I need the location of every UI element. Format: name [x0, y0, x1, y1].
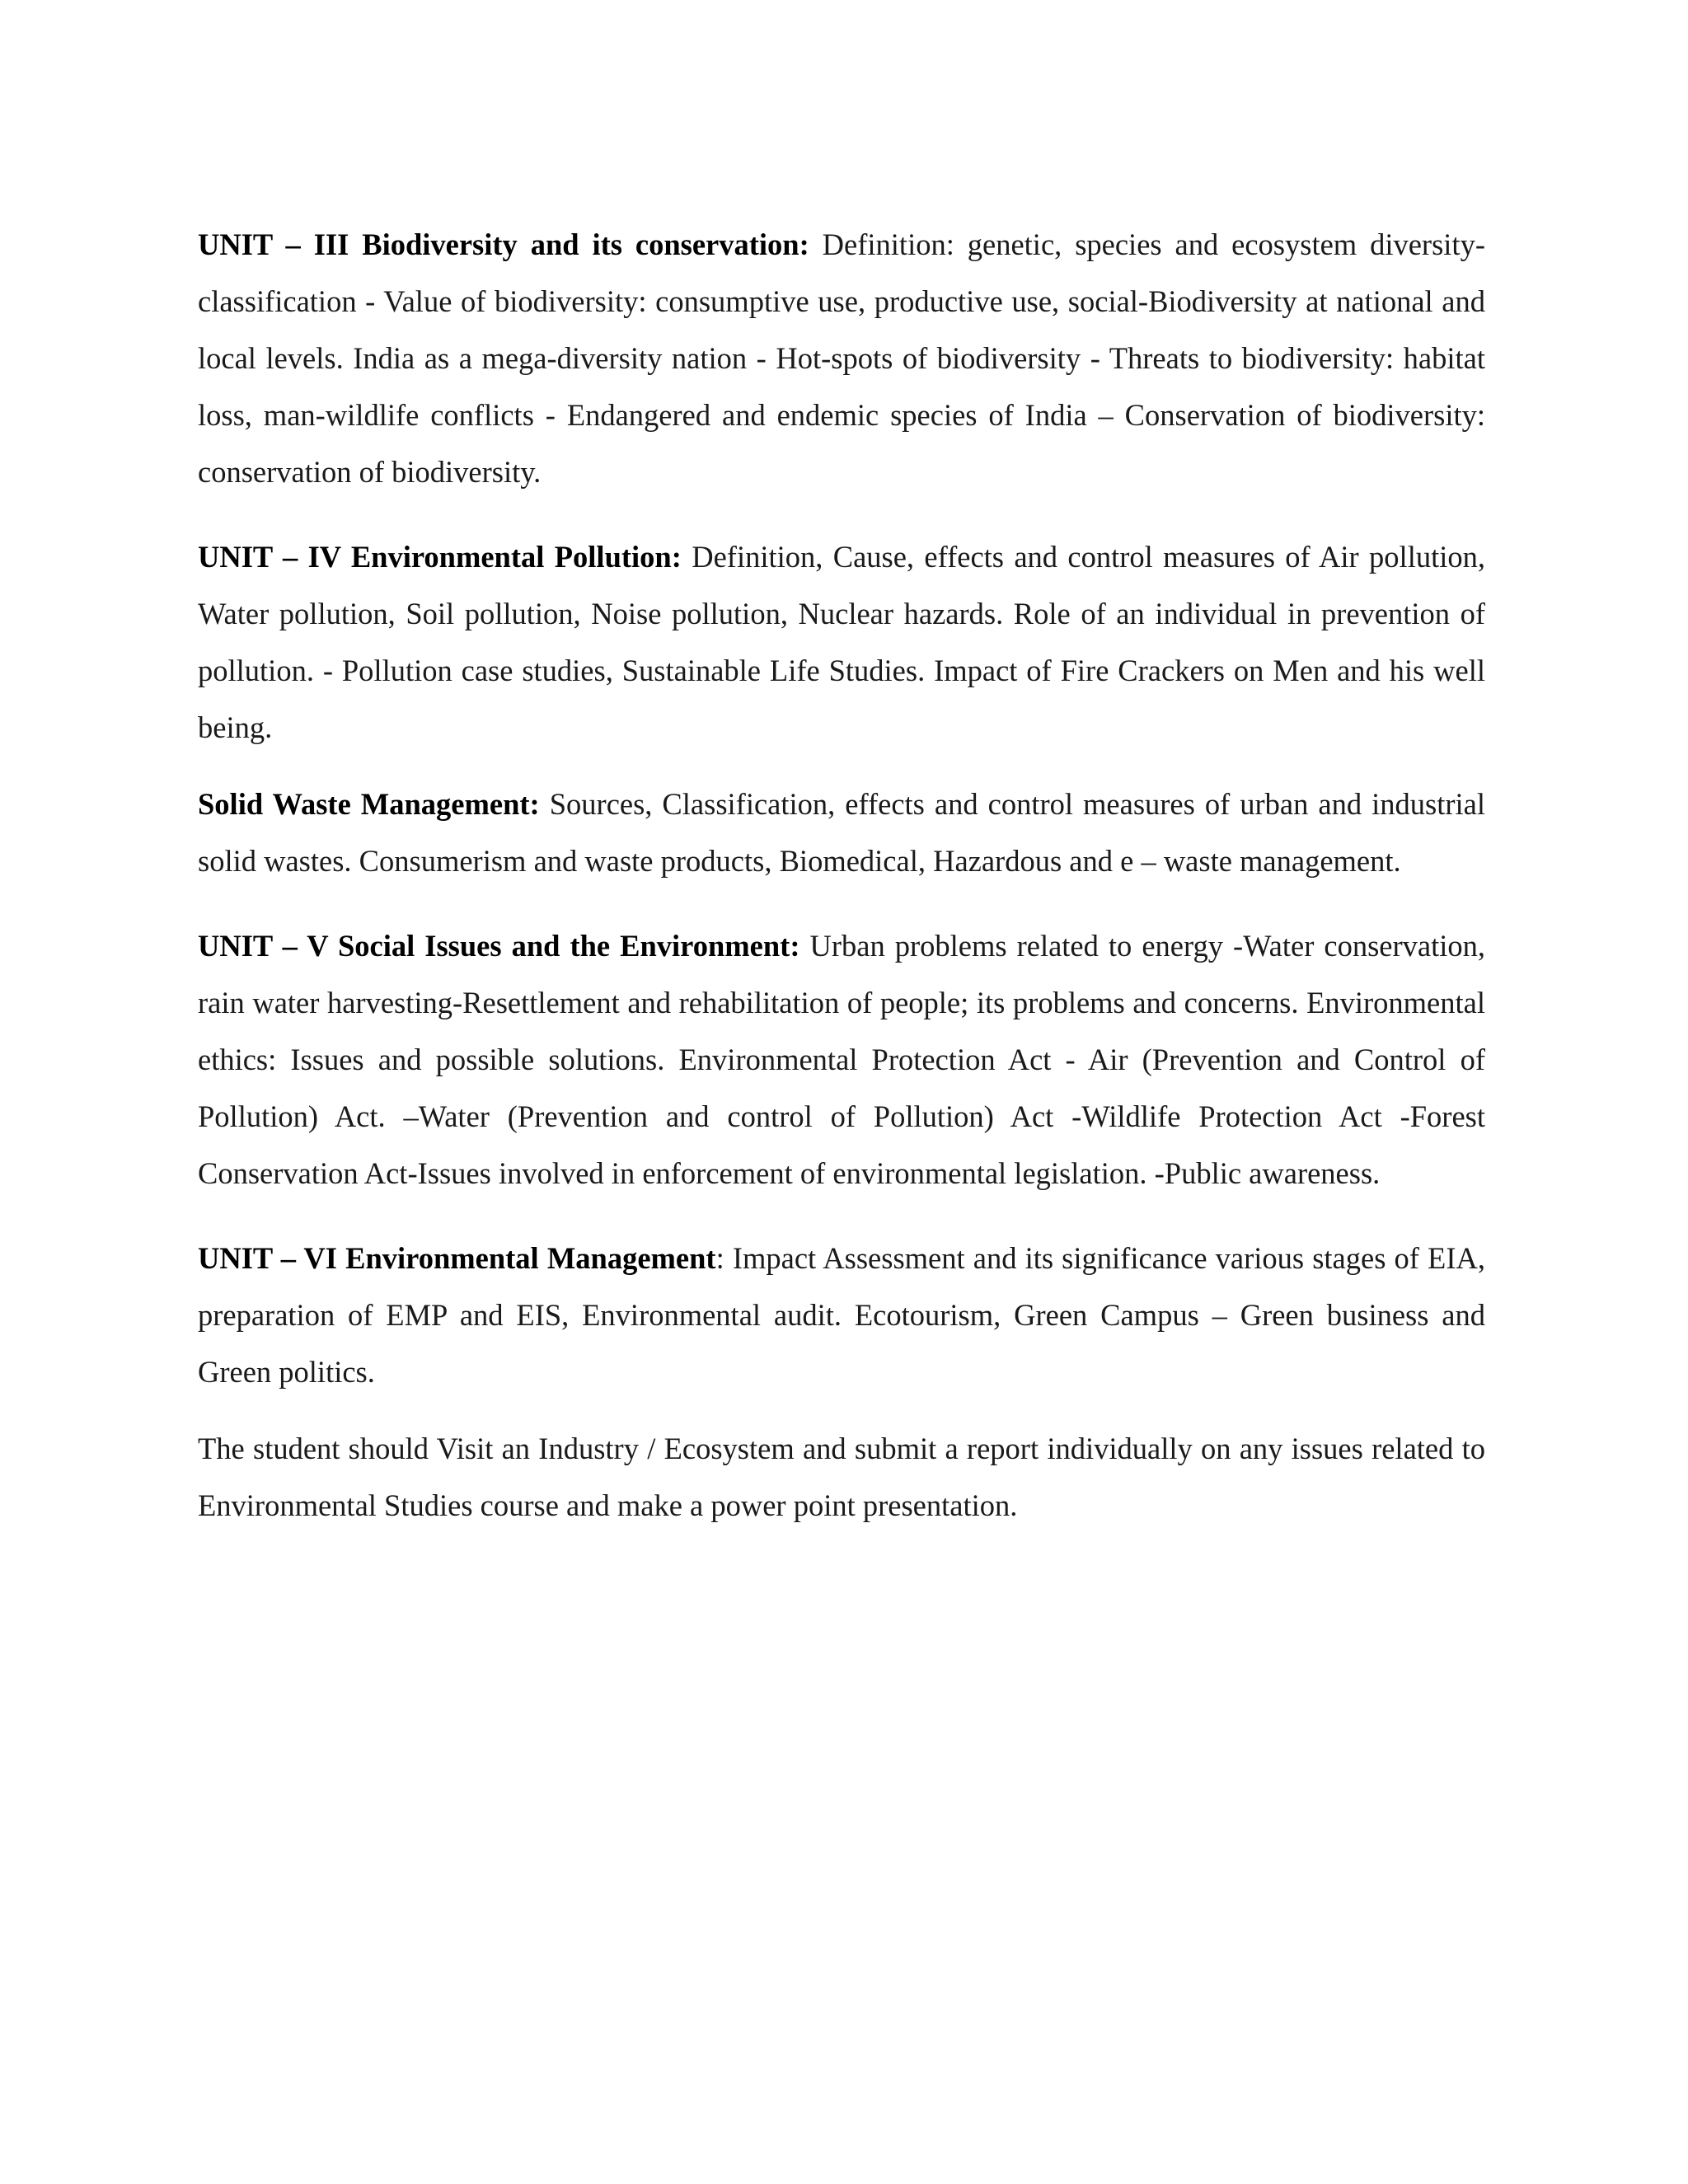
unit-iii-paragraph [198, 216, 1485, 500]
solid-waste-heading: Solid Waste Management: [198, 787, 540, 821]
unit-iii-heading: UNIT – III Biodiversity and its conservation: [198, 227, 809, 261]
solid-waste-paragraph [198, 776, 1485, 889]
unit-vi-body: : Impact Assessment and its significance various stages of EIA, preparation of EMP and EIS, Environmental audit. Ecotourism, Green Campus – Green business and Green politics. [198, 1241, 1485, 1389]
closing-note-paragraph: The student should Visit an Industry / Ecosystem and submit a report individually on any issues related to Environmental Studies course and make a power point presentation. [198, 1432, 1485, 1522]
unit-iii-body: Definition: genetic, species and ecosystem diversity- classification - Value of biodiversity: consumptive use, productive use, social-Biodiversity at national and local levels. India as a mega-diversity nation - Hot-spots of biodiversity - Threats to biodiversity: habitat loss, man-wildlife conflicts - Endangered and endemic species of India – Conservation of biodiversity: conservation of biodiversity. [198, 227, 1485, 489]
unit-v-body: Urban problems related to energy -Water conservation, rain water harvesting-Resettlement and rehabilitation of people; its problems and concerns. Environmental ethics: Issues and possible solutions. Environmental Protection Act - Air (Prevention and Control of Pollution) Act. –Water (Prevention and control of Pollution) Act -Wildlife Protection Act -Forest Conservation Act-Issues involved in enforcement of environmental legislation. -Public awareness. [198, 929, 1485, 1190]
unit-vi-paragraph [198, 1230, 1485, 1400]
unit-iv-paragraph [198, 528, 1485, 756]
unit-vi-heading: UNIT – VI Environmental Management [198, 1241, 716, 1275]
unit-iv-body: Definition, Cause, effects and control measures of Air pollution, Water pollution, Soil pollution, Noise pollution, Nuclear hazards. Role of an individual in prevention of pollution. - Pollution case studies, Sustainable Life Studies. Impact of Fire Crackers on Men and his well being. [198, 540, 1485, 744]
unit-v-heading: UNIT – V Social Issues and the Environment: [198, 929, 800, 963]
unit-v-paragraph [198, 917, 1485, 1202]
document-page [198, 216, 1485, 1562]
unit-iv-heading: UNIT – IV Environmental Pollution: [198, 540, 682, 574]
solid-waste-body: Sources, Classification, effects and control measures of urban and industrial solid wastes. Consumerism and waste products, Biomedical, Hazardous and e – waste management. [198, 787, 1485, 878]
